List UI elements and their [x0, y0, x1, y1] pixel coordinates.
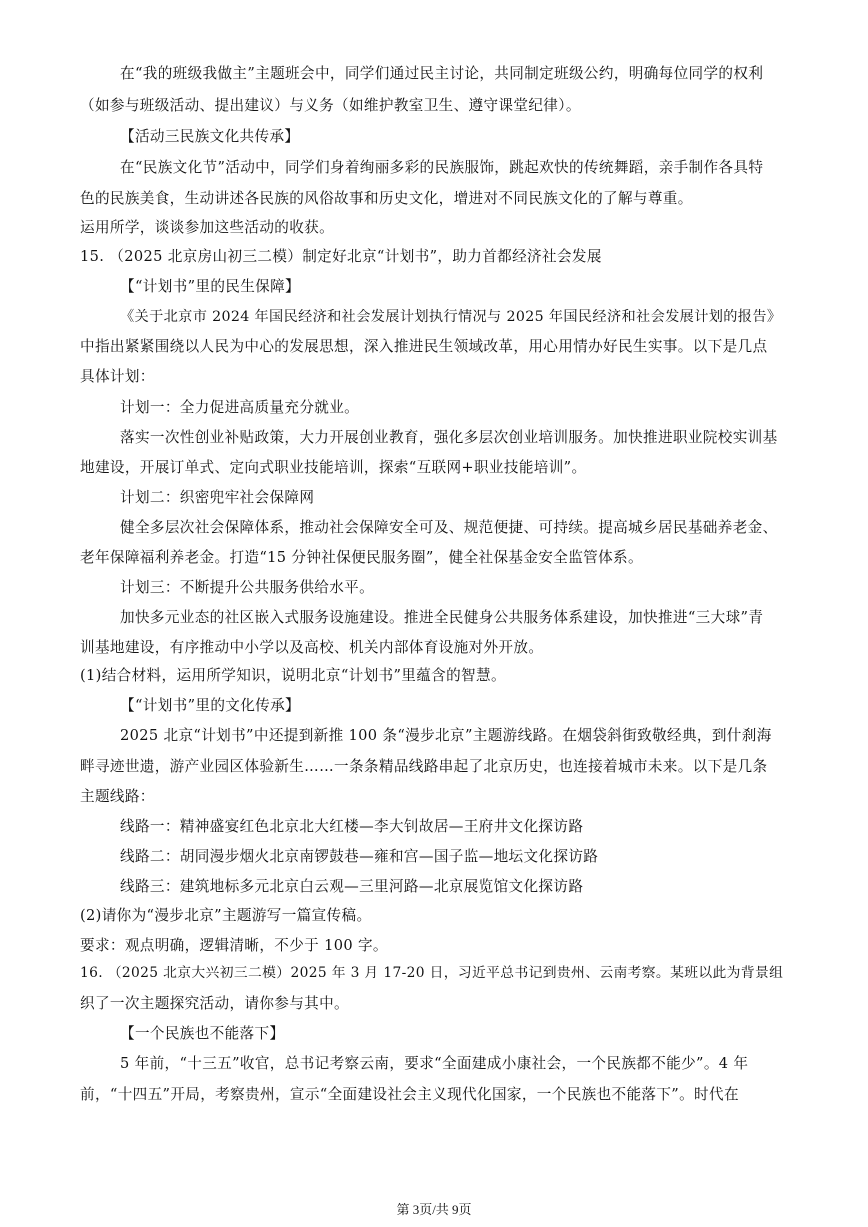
requirement-line: 要求：观点明确，逻辑清晰，不少于 100 字。 [80, 937, 388, 954]
paragraph-line: 地建设，开展订单式、定向式职业技能培训，探索“互联网+职业技能培训”。 [80, 459, 587, 476]
paragraph-line: 具体计划： [80, 368, 155, 385]
paragraph-line: 2025 北京“计划书”中还提到新推 100 条“漫步北京”主题游线路。在烟袋斜街致敬经典，到什刹海 [120, 727, 772, 744]
question-title: 16. （2025 北京大兴初三二模）2025 年 3 月 17-20 日，习近平总书记到贵州、云南考察。某班以此为背景组 [80, 965, 784, 981]
plan-heading: 计划一：全力促进高质量充分就业。 [120, 399, 360, 416]
paragraph-line: 畔寻迹世遗，游产业园区体验新生……一条条精品线路串起了北京历史，也连接着城市未来。以下是几条 [80, 758, 768, 775]
paragraph-line: 落实一次性创业补贴政策，大力开展创业教育，强化多层次创业培训服务。加快推进职业院校实训基 [120, 429, 778, 446]
sub-question: (2)请你为“漫步北京”主题游写一篇宣传稿。 [80, 907, 372, 924]
paragraph-line: 加快多元业态的社区嵌入式服务设施建设。推进全民健身公共服务体系建设，加快推进“三大球”青 [120, 609, 764, 626]
paragraph-line: 老年保障福利养老金。打造“15 分钟社保便民服务圈”，健全社保基金安全监管体系。 [80, 549, 643, 566]
section-heading: 【活动三民族文化共传承】 [120, 128, 300, 145]
section-heading: 【一个民族也不能落下】 [120, 1025, 285, 1042]
plan-heading: 计划二：织密兜牢社会保障网 [120, 489, 315, 506]
paragraph-line: 主题线路： [80, 788, 155, 805]
paragraph-line: （如参与班级活动、提出建议）与义务（如维护教室卫生、遵守课堂纪律）。 [80, 97, 581, 114]
route-item: 线路一：精神盛宴红色北京北大红楼—李大钊故居—王府井文化探访路 [120, 818, 584, 835]
section-heading: 【“计划书”里的文化传承】 [120, 697, 301, 714]
question-prompt: 运用所学，谈谈参加这些活动的收获。 [80, 219, 335, 236]
paragraph-line: 中指出紧紧围绕以人民为中心的发展思想，深入推进民生领域改革，用心用情办好民生实事。以下是几点 [80, 338, 768, 355]
paragraph-line: 织了一次主题探究活动，请你参与其中。 [80, 995, 349, 1012]
paragraph-line: 色的民族美食，生动讲述各民族的风俗故事和历史文化，增进对不同民族文化的了解与尊重。 [80, 190, 693, 207]
route-item: 线路三：建筑地标多元北京白云观—三里河路—北京展览馆文化探访路 [120, 878, 584, 895]
plan-heading: 计划三：不断提升公共服务供给水平。 [120, 579, 375, 596]
question-title: 15. （2025 北京房山初三二模）制定好北京“计划书”，助力首都经济社会发展 [80, 248, 602, 265]
paragraph-line: 《关于北京市 2024 年国民经济和社会发展计划执行情况与 2025 年国民经济和社会发展计划的报告》 [120, 309, 782, 325]
paragraph-line: 健全多层次社会保障体系，推动社会保障安全可及、规范便捷、可持续。提高城乡居民基础养老金、 [120, 519, 778, 536]
sub-question: (1)结合材料，运用所学知识，说明北京“计划书”里蕴含的智慧。 [80, 667, 506, 684]
paragraph-line: 在“民族文化节”活动中，同学们身着绚丽多彩的民族服饰，跳起欢快的传统舞蹈，亲手制作各具特 [120, 159, 764, 176]
paragraph-line: 5 年前，“十三五”收官，总书记考察云南，要求“全面建成小康社会，一个民族都不能少”。4 年 [120, 1055, 749, 1072]
paragraph-line: 训基地建设，有序推动中小学以及高校、机关内部体育设施对外开放。 [80, 639, 544, 656]
route-item: 线路二：胡同漫步烟火北京南锣鼓巷—雍和宫—国子监—地坛文化探访路 [120, 848, 599, 865]
paragraph-line: 在“我的班级我做主”主题班会中，同学们通过民主讨论，共同制定班级公约，明确每位同学的权利 [120, 65, 764, 82]
paragraph-line: 前，“十四五”开局，考察贵州，宣示“全面建设社会主义现代化国家，一个民族也不能落下”。时代在 [80, 1086, 739, 1103]
section-heading: 【“计划书”里的民生保障】 [120, 278, 301, 295]
page-footer: 第 3页/共 9页 [396, 1202, 472, 1217]
